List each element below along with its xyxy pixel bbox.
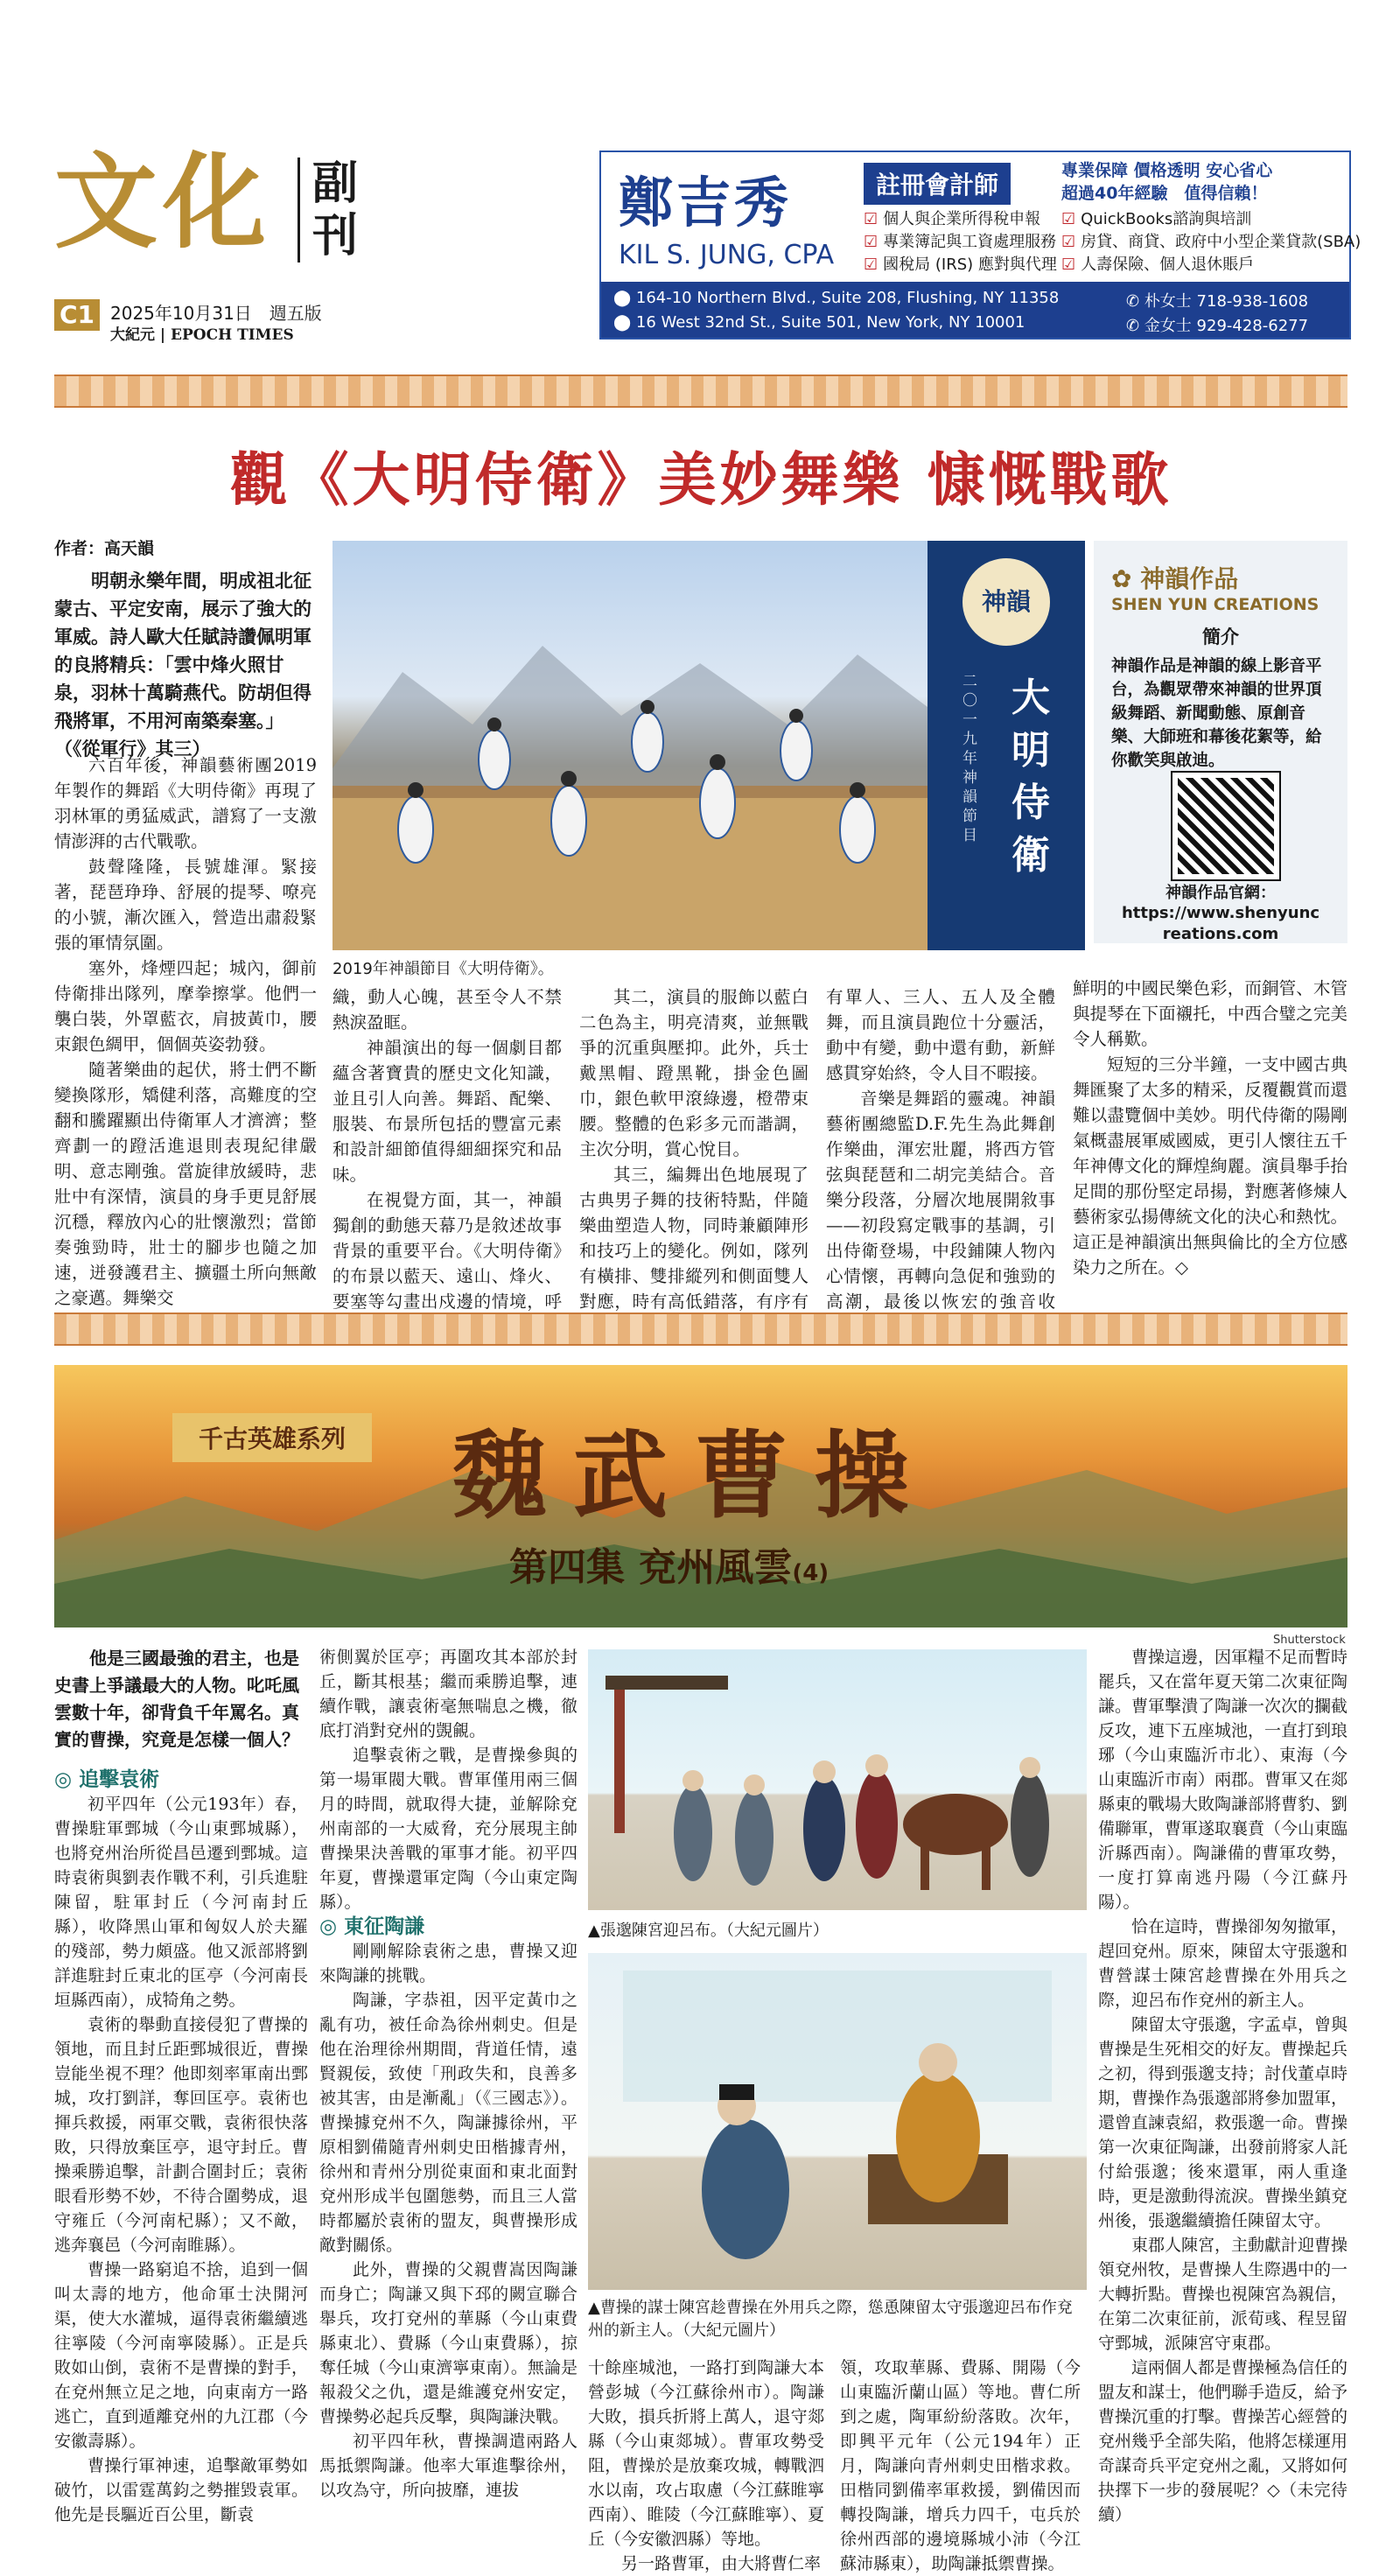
figures-illustration: [588, 1649, 1087, 1910]
ad-slogan: [1061, 159, 1272, 205]
dance-stage-illustration: [332, 541, 928, 950]
ad-name-en: KIL S. JUNG, CPA: [619, 240, 835, 270]
check-icon: ☑: [1061, 256, 1076, 274]
dance-photo: [332, 541, 928, 950]
article-author: 作者：高天韻: [54, 539, 155, 558]
check-icon: ☑: [864, 210, 878, 228]
ad-service-item: ☑ 國稅局 (IRS) 應對與代理: [864, 256, 1057, 274]
illustration-chen-gong-zhang-miao: [588, 1953, 1087, 2290]
series-banner: [54, 1365, 1348, 1628]
ad-service-item: ☑ 專業簿記與工資處理服務: [864, 233, 1057, 251]
ad-phone[interactable]: ✆ 金女士 929-428-6277: [1126, 317, 1309, 335]
ad-slogan-line: 超過40年經驗 值得信賴！: [1061, 184, 1268, 203]
check-icon: ☑: [1061, 233, 1076, 251]
figures-illustration: [588, 1953, 1087, 2290]
qr-code[interactable]: [1172, 773, 1279, 879]
article-column-5: 曹操這邊，因軍糧不足而暫時罷兵，又在當年夏天第二次東征陶謙。曹軍擊潰了陶謙一次次的攔截反攻，連下五座城池，一直打到琅琊（今山東臨沂市北）、東海（今山東臨沂市南）兩郡。曹軍又在郯縣東的戰場大敗陶謙部將曹豹、劉備聯軍，曹軍遂取襄賁（今山東臨沂縣西南）。陶謙備的曹軍攻勢，一度打算南逃丹陽（今江蘇丹陽）。 恰在這時，曹操卻匆匆撤軍，趕回兗州。原來，陳留太守張邈和曹營謀士陳宮趁曹操在外用兵之際，迎呂布作兗州的新主人。 陳留太守張邈，字孟卓，曾與曹操是生死相交的好友。曹操起兵之初，得到張邈支持；討伐董卓時期，曹操作為張邈部將參加盟軍，還曾直諫袁紹，救張邈一命。曹操第一次東征陶謙，出發前將家人託付給張邈；後來還軍，兩人重逢時，更是激動得流淚。曹操坐鎮兗州後，張邈繼續擔任陳留太守。 東郡人陳宮，主動獻計迎曹操領兗州牧，是曹操人生際遇中的一大轉折點。曹操也視陳宮為親信，在第二次東征前，派荀彧、程昱留守鄄城，派陳宮守東郡。 這兩個人都是曹操極為信任的盟友和謀士，他們聯手造反，給予曹操沉重的打擊。曹操苦心經營的兗州幾乎全部失陷，他將怎樣運用奇謀奇兵平定兗州之亂，又將如何抉擇下一步的發展呢？◇（未完待續）: [1098, 1648, 1348, 2524]
lotus-icon: ✿: [1111, 564, 1141, 593]
section-subtitle: 副刊: [298, 158, 388, 262]
shen-yun-logo: 神韻: [962, 558, 1050, 646]
page-number-badge: C1: [54, 299, 100, 331]
photo-caption: 2019年神韻節目《大明侍衛》。: [332, 960, 554, 978]
phone-icon: ✆: [1126, 292, 1144, 311]
ornament-band: [54, 1312, 1348, 1346]
article-lead: 明朝永樂年間，明成祖北征蒙古、平定安南，展示了強大的軍威。詩人歐大任賦詩讚佩明軍的良將精兵：「雲中烽火照甘泉，羽林十萬騎燕代。防胡但得飛將軍，不用河南築秦塞。」（《從軍行》其三）: [54, 570, 312, 760]
location-pin-icon: ⬤: [613, 289, 636, 307]
ad-badge: 註冊會計師: [864, 163, 1011, 205]
ad-service-item: ☑ 人壽保險、個人退休賬戶: [1061, 256, 1255, 274]
article-headline: 觀《大明侍衛》美妙舞樂 慷慨戰歌: [229, 446, 1172, 514]
cpa-advertisement[interactable]: [599, 150, 1362, 340]
sidebar-brand-en: SHEN YUN CREATIONS: [1111, 595, 1320, 614]
illustration-caption: ▲張邈陳宮迎呂布。（大紀元圖片）: [588, 1922, 829, 1940]
issue-date: 2025年10月31日 週五版: [110, 303, 322, 324]
article-column-2: 術側翼於匡亭；再圍攻其本部於封丘，斷其根基；繼而乘勝追擊，連續作戰，讓袁術毫無喘息之機，徹底打消對兗州的覬覦。 追擊袁術之戰，是曹操參與的第一場軍閥大戰。曹軍僅用兩三個月的時間，就取得大捷，並解除兗州南部的一大威脅，充分展現主帥曹操果決善戰的軍事才能。初平四年夏，曹操還軍定陶（今山東定陶縣）。 ◎ 東征陶謙 剛剛解除袁術之患，曹操又迎來陶謙的挑戰。 陶謙，字恭祖，因平定黃巾之亂有功，被任命為徐州刺史。但是他在治理徐州期間，背道任情，遠賢親佞，致使「刑政失和，良善多被其害，由是漸亂」（《三國志》）。曹操據兗州不久，陶謙據徐州，平原相劉備隨青州刺史田楷據青州，徐州和青州分別從東面和東北面對兗州形成半包圍態勢，而且三人當時都屬於袁術的盟友，與曹操形成敵對關係。 此外，曹操的父親曹嵩因陶謙而身亡；陶謙又與下邳的闕宣聯合舉兵，攻打兗州的華縣（今山東費縣東北）、費縣（今山東費縣），掠奪任城（今山東濟寧東南）。無論是報殺父之仇，還是維護兗州安定，曹操勢必起兵反擊，與陶謙決戰。 初平四年秋，曹操調遣兩路人馬抵禦陶謙。他率大軍進擊徐州，以攻為守，所向披靡，連拔: [319, 1648, 578, 2500]
ad-services-right: [1061, 206, 1361, 275]
article-column-4: 領，攻取華縣、費縣、開陽（今山東臨沂蘭山區）等地。曹仁所到之處，陶軍紛紛落敗。次年，即興平元年（公元194年）正月，陶謙向青州刺史田楷求救。田楷同劉備率軍救援，劉備因而轉投陶謙，增兵力四千，屯兵於徐州西部的邊境縣城小沛（今江蘇沛縣東），助陶謙抵禦曹操。: [840, 2358, 1081, 2573]
sidebar-heading: 簡介: [1202, 626, 1239, 648]
ornament-band: [54, 374, 1348, 408]
ad-service-item: ☑ QuickBooks諮詢與培訓: [1061, 210, 1252, 228]
article-column-1: 六百年後，神韻藝術團2019年製作的舞蹈《大明侍衛》再現了羽林軍的勇猛威武，譜寫了一支激情澎湃的古代戰歌。 鼓聲隆隆，長號雄渾。緊接著，琵琶琤琤、舒展的提琴、嘹亮的小號，漸次匯入，營造出肅殺緊張的軍情氛圍。 塞外，烽煙四起；城內，御前侍衛排出隊列，摩拳擦掌。他們一襲白裝，外罩藍衣，肩披黃巾，腰束銀色綢甲，個個英姿勃發。 隨著樂曲的起伏，將士們不斷變換隊形，矯健利落，高難度的空翻和騰躍顯出侍衛軍人才濟濟；整齊劃一的蹬活進退則表現紀律嚴明、意志剛強。當旋律放緩時，悲壯中有深情，演員的身手更見舒展沉穩，釋放內心的壯懷激烈；當節奏強勁時，壯士的腳步也隨之加速，迸發護君主、擴疆土所向無敵之豪邁。舞樂交: [54, 755, 317, 1308]
image-credit: Shutterstock: [1273, 1634, 1346, 1647]
newspaper-name: 大紀元 | EPOCH TIMES: [110, 326, 294, 344]
section-heading: ◎ 追擊袁術: [54, 1768, 160, 1791]
article-lead: 他是三國最強的君主，也是史書上爭議最大的人物。叱吒風雲數十年，卻背負千年罵名。真實的曹操，究竟是怎樣一個人？: [54, 1648, 299, 1750]
poster-subtitle: 二〇一九年神韻節目: [962, 673, 977, 844]
sidebar-intro: 神韻作品是神韻的線上影音平台，為觀眾帶來神韻的世界頂級舞蹈、新聞動態、原創音樂、大師班和幕後花絮等，給你歡笑與啟迪。: [1111, 657, 1322, 770]
article-column-1: ◎ 追擊袁術 初平四年（公元193年）春，曹操駐軍鄄城（今山東鄄城縣），也將兗州治所從昌邑遷到鄄城。這時袁術與劉表作戰不利，引兵進駐陳留，駐軍封丘（今河南封丘縣），收降黑山軍和匈奴人於夫羅的殘部，勢力頗盛。他又派部將劉詳進駐封丘東北的匡亭（今河南長垣縣西南），成犄角之勢。 袁術的舉動直接侵犯了曹操的領地，而且封丘距鄄城很近，曹操豈能坐視不理？他即刻率軍南出鄄城，攻打劉詳，奪回匡亭。袁術也揮兵救援，兩軍交戰，袁術很快落敗，只得放棄匡亭，退守封丘。曹操乘勝追擊，計劃合圍封丘；袁術眼看形勢不妙，不待合圍勢成，退守雍丘（今河南杞縣）；又不敵，逃奔襄邑（今河南睢縣）。 曹操一路窮追不捨，追到一個叫太壽的地方，他命軍士決開河渠，使大水灌城，逼得袁術繼續逃往寧陵（今河南寧陵縣）。正是兵敗如山倒，袁術不是曹操的對手，在兗州無立足之地，向東南方一路逃亡，直到遁離兗州的九江郡（今安徽壽縣）。 曹操行軍神速，追擊敵軍勢如破竹，以雷霆萬鈞之勢摧毀袁軍。他先是長驅近百公里，斷袁: [54, 1768, 308, 2524]
program-poster: [928, 541, 1085, 950]
phone-icon: ✆: [1126, 317, 1144, 335]
section-heading: ◎ 東征陶謙: [319, 1915, 425, 1938]
check-icon: ☑: [864, 233, 878, 251]
article-column-3: 十餘座城池，一路打到陶謙大本營彭城（今江蘇徐州市）。陶謙大敗，損兵折將上萬人，退守郯縣（今山東郯城）。曹軍攻勢受阻，曹操於是放棄攻城，轉戰泗水以南，攻占取慮（今江蘇睢寧西南）、睢陵（今江蘇睢寧）、夏丘（今安徽泗縣）等地。 另一路曹軍，由大將曹仁率: [588, 2358, 824, 2573]
article-column-2: 織，動人心魄，甚至令人不禁熱淚盈眶。 神韻演出的每一個劇目都蘊含著寶貴的歷史文化知識，並且引人向善。舞蹈、配樂、服裝、布景所包括的豐富元素和設計細節值得細細探究和品味。 在視覺方面，其一，神韻獨創的動態天幕乃是敘述故事背景的重要平台。《大明侍衛》的布景以藍天、遠山、烽火、要塞等勾畫出戍邊的情境，呼: [332, 987, 562, 1312]
section-title: 文化: [54, 142, 272, 262]
ad-address: ⬤ 16 West 32nd St., Suite 501, New York, NY 10001: [613, 313, 1026, 332]
episode-title: 第四集 兗州風雲(4): [509, 1545, 830, 1590]
sidebar-link[interactable]: https://www.shenyuncreations.com: [1121, 904, 1320, 943]
article-column-4: 有單人、三人、五人及全體舞，而且演員跑位十分靈活，動中有變，動中還有動，新鮮感貫穿始終，令人目不暇接。 音樂是舞蹈的靈魂。神韻藝術團總監D.F.先生為此舞創作樂曲，渾宏壯麗，將西方管弦與琵琶和二胡完美結合。音樂分段落，分層次地展開敘事——初段寫定戰事的基調，引出侍衛登場，中段鋪陳人物內心情懷，再轉向急促和強勁的高潮，最後以恢宏的強音收: [826, 987, 1055, 1312]
poster-title: 大明侍衛: [1012, 676, 1050, 878]
check-icon: ☑: [1061, 210, 1076, 228]
ad-slogan-line: 專業保障 價格透明 安心省心: [1061, 161, 1273, 180]
shen-yun-creations-sidebar: [1094, 541, 1348, 943]
ad-services-left: [864, 206, 1057, 275]
illustration-zhang-miao-chen-gong: [588, 1649, 1087, 1910]
sidebar-brand: ✿ 神韻作品: [1111, 564, 1239, 593]
article-column-3: 其二，演員的服飾以藍白二色為主，明亮清爽，並無戰爭的沉重與壓抑。此外，兵士戴黑帽、蹬黑靴，掛金色圖巾，銀色軟甲滾綠邊，橙帶束腰。整體的色彩多元而諧調，主次分明，賞心悅目。 其三，編舞出色地展現了古典男子舞的技術特點，伴隨樂曲塑造人物，同時兼顧陣形和技巧上的變化。例如，隊列有橫排、雙排縱列和側面雙人對應，時有高低錯落，有序有: [579, 987, 808, 1312]
series-label: 千古英雄系列: [172, 1413, 372, 1462]
article-column-5: 鮮明的中國民樂色彩，而銅管、木管與提琴在下面襯托，中西合璧之完美令人稱歎。 短短的三分半鐘，一支中國古典舞匯聚了太多的精采，反覆觀賞而還難以盡覽個中美妙。明代侍衛的陽剛氣概盡展軍威國威，更引人懷往五千年神傳文化的輝煌絢麗。演員舉手抬足間的那份堅定昂揚，對應著修煉人藝術家弘揚傳統文化的決心和熱忱。這正是神韻演出無與倫比的全方位感染力之所在。◇: [1073, 978, 1348, 1278]
sidebar-link-label: 神韻作品官網：: [1166, 884, 1276, 902]
ad-phone[interactable]: ✆ 朴女士 718-938-1608: [1126, 292, 1309, 311]
location-pin-icon: ⬤: [613, 313, 636, 332]
ad-contact-bar: [601, 282, 1349, 338]
check-icon: ☑: [864, 256, 878, 274]
ad-name-zh: 鄭吉秀: [619, 171, 793, 234]
ad-address: ⬤ 164-10 Northern Blvd., Suite 208, Flushing, NY 11358: [613, 289, 1060, 307]
ad-service-item: ☑ 房貸、商貸、政府中小型企業貸款(SBA): [1061, 233, 1362, 251]
series-title: 魏武曹操: [452, 1421, 936, 1531]
illustration-caption: ▲曹操的謀士陳宮趁曹操在外用兵之際，慫恿陳留太守張邈迎呂布作兗州的新主人。（大紀元圖片）: [588, 2299, 1073, 2340]
ad-service-item: ☑ 個人與企業所得稅申報: [864, 210, 1041, 228]
